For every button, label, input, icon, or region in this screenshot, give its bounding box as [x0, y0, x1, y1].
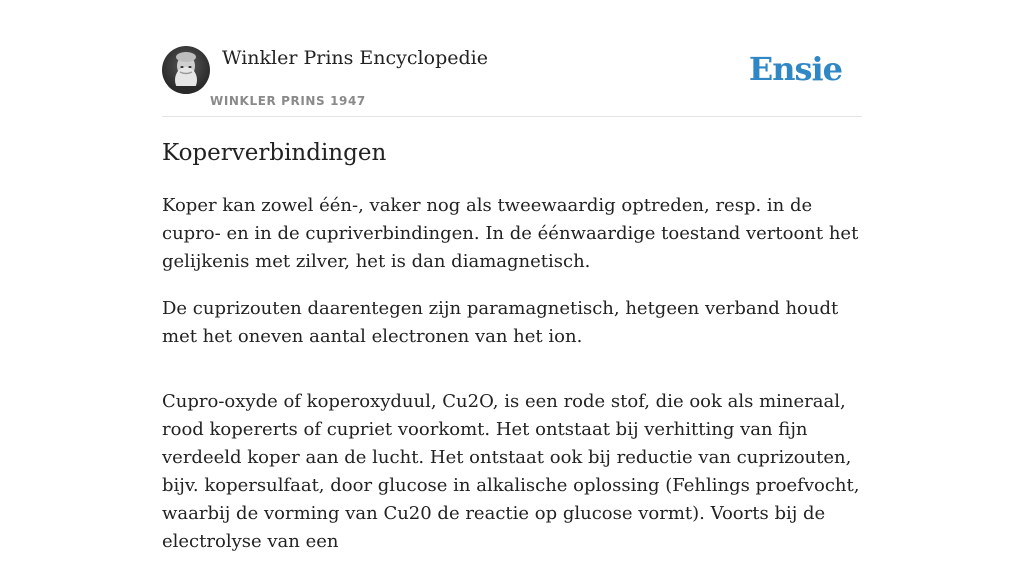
paragraph: De cuprizouten daarentegen zijn paramagnetisch, hetgeen verband houdt met het oneven aantal electronen van het ion.	[162, 298, 839, 347]
paragraph: Koper kan zowel één-, vaker nog als tweewaardig optreden, resp. in de cupro- en in de cupriverbindingen. In de éénwaardige toestand vertoont het gelijkenis met zilver, het is dan diamagnetisch.	[162, 195, 859, 272]
site-title[interactable]: Winkler Prins Encyclopedie	[222, 47, 488, 69]
brand-logo[interactable]: Ensie	[748, 50, 842, 88]
paragraph: Cupro-oxyde of koperoxyduul, Cu2O, is een rode stof, die ook als mineraal, rood kopererts of cupriet voorkomt. Het ontstaat bij verhitting van fijn verdeeld koper aan de lucht. Het ontstaat ook bij reductie van cuprizouten, bijv. kopersulfaat, door glucose in alkalische oplossing (Fehlings proefvocht, waarbij de vorming van Cu20 de reactie op glucose vormt). Voorts bij de electrolyse van een	[162, 391, 860, 552]
bearded-man-portrait-icon	[162, 46, 210, 94]
page-title: Koperverbindingen	[162, 140, 387, 166]
article-body	[162, 192, 862, 575]
edition-label[interactable]: WINKLER PRINS 1947	[210, 94, 366, 108]
site-header	[162, 44, 862, 117]
avatar[interactable]	[162, 46, 210, 94]
